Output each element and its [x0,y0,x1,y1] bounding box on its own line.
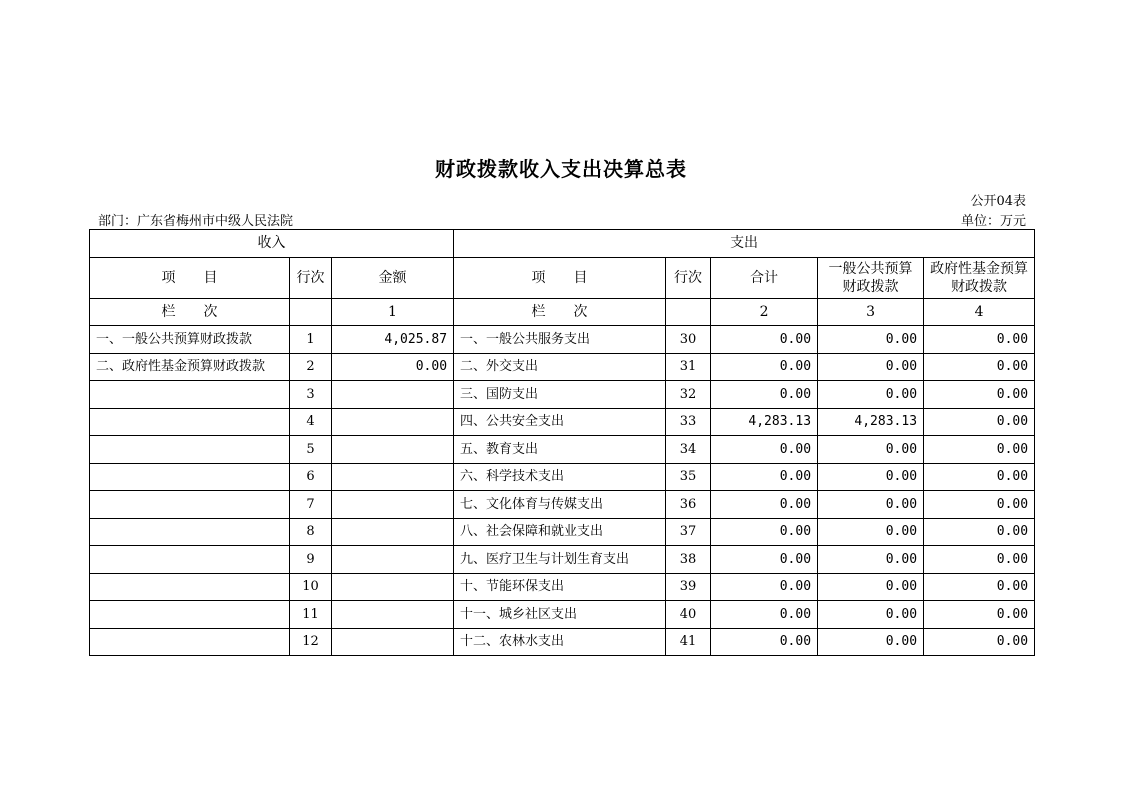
income-line-no: 1 [290,326,332,354]
income-item [90,463,290,491]
col-index-2: 2 [711,299,818,326]
page-title: 财政拨款收入支出决算总表 [435,157,687,181]
total-amount: 0.00 [711,491,818,519]
general-budget-amount: 0.00 [818,326,924,354]
general-budget-amount: 0.00 [818,353,924,381]
gov-fund-amount: 0.00 [924,491,1035,519]
income-line-no: 8 [290,518,332,546]
income-line-header: 行次 [290,258,332,299]
total-amount: 0.00 [711,573,818,601]
income-amount [332,518,454,546]
gov-fund-amount: 0.00 [924,573,1035,601]
income-line-no: 10 [290,573,332,601]
expense-line-no: 36 [666,491,711,519]
table-row [90,463,1035,491]
header-row-index [90,299,1035,326]
income-amount [332,381,454,409]
expense-item: 七、文化体育与传媒支出 [454,491,666,519]
expense-item: 四、公共安全支出 [454,408,666,436]
total-amount: 0.00 [711,546,818,574]
income-item-header: 项 目 [90,258,290,299]
income-line-no: 5 [290,436,332,464]
gov-fund-amount: 0.00 [924,601,1035,629]
gov-fund-amount: 0.00 [924,518,1035,546]
income-item [90,573,290,601]
gov-fund-amount: 0.00 [924,381,1035,409]
income-amount [332,546,454,574]
income-line-no: 4 [290,408,332,436]
unit-label: 单位：万元 [960,214,1026,229]
total-amount: 0.00 [711,436,818,464]
expense-line-no: 40 [666,601,711,629]
expense-item: 一、一般公共服务支出 [454,326,666,354]
income-line-no: 9 [290,546,332,574]
income-header: 收入 [90,230,454,258]
total-amount: 4,283.13 [711,408,818,436]
table-row [90,518,1035,546]
income-amount [332,573,454,601]
income-item [90,436,290,464]
expense-item: 十、节能环保支出 [454,573,666,601]
expense-line-no: 37 [666,518,711,546]
general-budget-amount: 0.00 [818,491,924,519]
income-line-no: 7 [290,491,332,519]
income-column-label: 栏 次 [90,299,290,326]
expense-line-no: 31 [666,353,711,381]
gov-fund-amount: 0.00 [924,628,1035,656]
amount-header: 金额 [332,258,454,299]
total-amount: 0.00 [711,518,818,546]
general-budget-header: 一般公共预算财政拨款 [818,258,924,299]
gov-fund-amount: 0.00 [924,546,1035,574]
income-amount [332,463,454,491]
expense-item: 五、教育支出 [454,436,666,464]
gov-fund-amount: 0.00 [924,463,1035,491]
expense-item: 八、社会保障和就业支出 [454,518,666,546]
income-item [90,546,290,574]
income-line-no: 6 [290,463,332,491]
income-item: 一、一般公共预算财政拨款 [90,326,290,354]
header-row-group [90,230,1035,258]
income-item [90,408,290,436]
table-row [90,436,1035,464]
expense-item: 三、国防支出 [454,381,666,409]
expense-line-no: 34 [666,436,711,464]
income-amount [332,408,454,436]
income-item [90,491,290,519]
gov-fund-header: 政府性基金预算财政拨款 [924,258,1035,299]
total-amount: 0.00 [711,381,818,409]
general-budget-amount: 4,283.13 [818,408,924,436]
income-line-no: 3 [290,381,332,409]
general-budget-amount: 0.00 [818,518,924,546]
income-amount: 0.00 [332,353,454,381]
col-index-1: 1 [332,299,454,326]
general-budget-amount: 0.00 [818,628,924,656]
income-line-no: 11 [290,601,332,629]
expense-line-index [666,299,711,326]
expense-line-header: 行次 [666,258,711,299]
col-index-4: 4 [924,299,1035,326]
general-budget-amount: 0.00 [818,436,924,464]
table-row [90,408,1035,436]
income-item [90,628,290,656]
income-item: 二、政府性基金预算财政拨款 [90,353,290,381]
table-row [90,326,1035,354]
table-row [90,491,1035,519]
expense-item-header: 项 目 [454,258,666,299]
income-line-no: 2 [290,353,332,381]
expense-item: 二、外交支出 [454,353,666,381]
table-row [90,601,1035,629]
income-amount [332,601,454,629]
form-code: 公开04表 [970,194,1026,209]
expense-line-no: 38 [666,546,711,574]
table-row [90,573,1035,601]
expense-item: 六、科学技术支出 [454,463,666,491]
general-budget-amount: 0.00 [818,546,924,574]
income-amount: 4,025.87 [332,326,454,354]
general-budget-amount: 0.00 [818,573,924,601]
income-amount [332,436,454,464]
general-budget-amount: 0.00 [818,381,924,409]
income-item [90,601,290,629]
general-budget-amount: 0.00 [818,463,924,491]
col-index-3: 3 [818,299,924,326]
total-amount: 0.00 [711,326,818,354]
total-amount: 0.00 [711,353,818,381]
income-line-no: 12 [290,628,332,656]
total-amount: 0.00 [711,463,818,491]
income-line-index [290,299,332,326]
income-amount [332,628,454,656]
expense-line-no: 33 [666,408,711,436]
total-amount: 0.00 [711,601,818,629]
department-label: 部门：广东省梅州市中级人民法院 [98,214,294,229]
expense-column-label: 栏 次 [454,299,666,326]
income-item [90,518,290,546]
table-row [90,353,1035,381]
expense-item: 九、医疗卫生与计划生育支出 [454,546,666,574]
expense-line-no: 30 [666,326,711,354]
gov-fund-amount: 0.00 [924,353,1035,381]
table-row [90,381,1035,409]
total-header: 合计 [711,258,818,299]
table-row [90,546,1035,574]
gov-fund-amount: 0.00 [924,408,1035,436]
income-item [90,381,290,409]
expense-item: 十二、农林水支出 [454,628,666,656]
general-budget-amount: 0.00 [818,601,924,629]
expense-item: 十一、城乡社区支出 [454,601,666,629]
expense-line-no: 35 [666,463,711,491]
gov-fund-amount: 0.00 [924,436,1035,464]
budget-table [89,229,1035,656]
expense-line-no: 41 [666,628,711,656]
income-amount [332,491,454,519]
header-row-columns [90,258,1035,299]
expense-header: 支出 [454,230,1035,258]
expense-line-no: 32 [666,381,711,409]
expense-line-no: 39 [666,573,711,601]
table-row [90,628,1035,656]
total-amount: 0.00 [711,628,818,656]
gov-fund-amount: 0.00 [924,326,1035,354]
